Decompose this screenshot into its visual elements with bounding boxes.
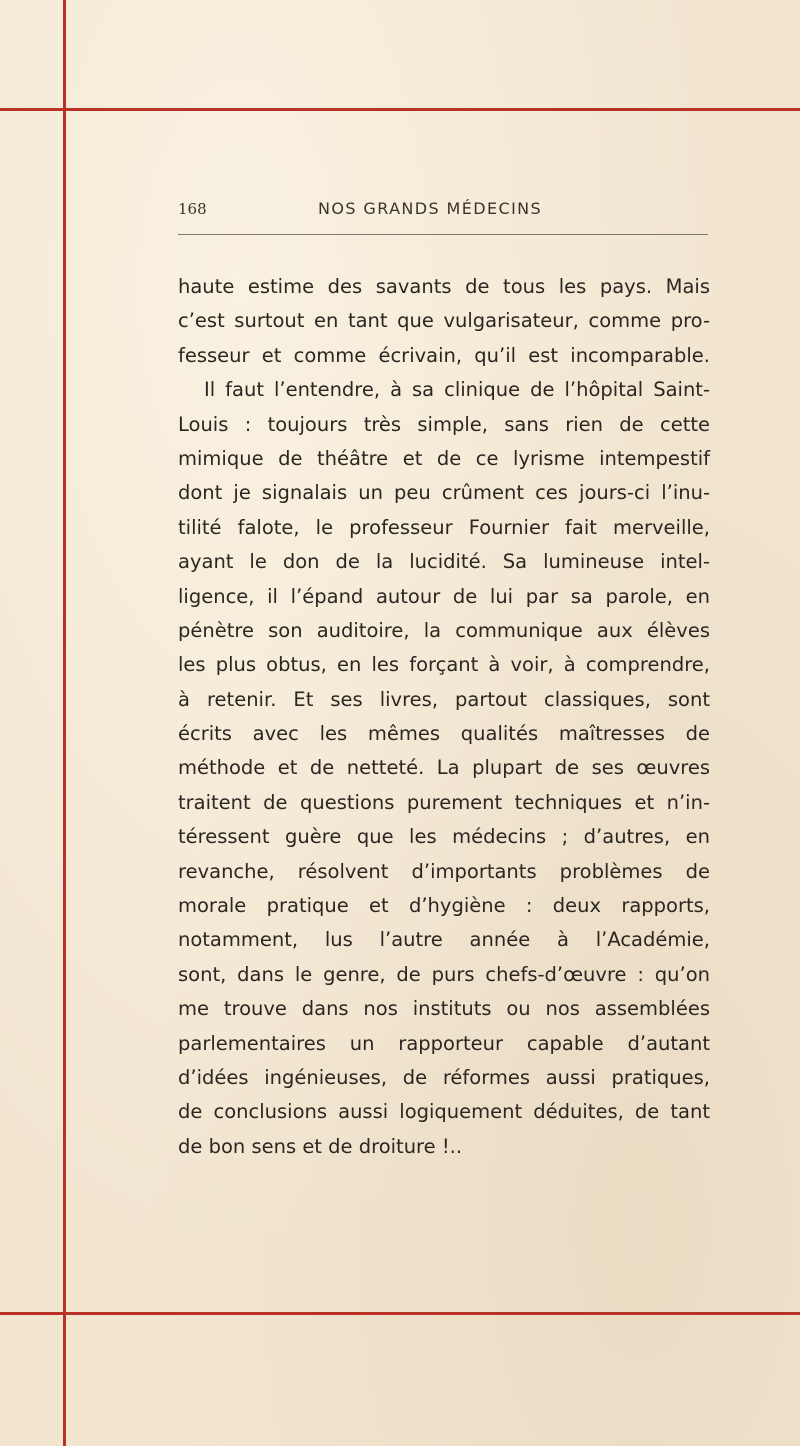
text-line: mimique de théâtre et de ce lyrisme intempestif [178,446,710,470]
page-header [178,196,708,226]
text-line: d’idées ingénieuses, de réformes aussi pratiques, [178,1065,710,1089]
text-line: à retenir. Et ses livres, partout classiques, sont [178,687,710,711]
text-line: Il faut l’entendre, à sa clinique de l’hôpital Saint- [204,378,710,402]
text-line: haute estime des savants de tous les pays. Mais [178,275,710,298]
text-line: morale pratique et d’hygiène : deux rapports, [178,894,710,918]
text-line: parlementaires un rapporteur capable d’autant [178,1031,710,1055]
top-margin-rule [0,108,800,111]
text-line: notamment, lus l’autre année à l’Académie, [178,928,710,952]
text-line: ayant le don de la lucidité. Sa lumineuse intel- [178,550,710,574]
page-number: 168 [178,200,207,218]
text-line: traitent de questions purement techniques et n’in- [178,790,710,814]
text-line: méthode et de netteté. La plupart de ses œuvres [178,756,710,780]
text-line: ligence, il l’épand autour de lui par sa parole, en [178,584,710,608]
text-line: Louis : toujours très simple, sans rien de cette [178,412,710,436]
left-margin-rule [63,0,66,1446]
text-line: écrits avec les mêmes qualités maîtresses de [178,722,710,746]
text-line: pénètre son auditoire, la communique aux élèves [178,618,710,642]
running-head: NOS GRANDS MÉDECINS [318,199,543,218]
text-line: fesseur et comme écrivain, qu’il est incomparable. [178,343,710,367]
text-line: les plus obtus, en les forçant à voir, à comprendre, [178,653,710,677]
text-line: tilité falote, le professeur Fournier fait merveille, [178,515,710,539]
bottom-margin-rule [0,1312,800,1315]
text-line: téressent guère que les médecins ; d’autres, en [178,825,710,849]
text-line: de conclusions aussi logiquement déduites, de tant [178,1100,710,1124]
paragraph-1 [178,270,710,373]
text-line: revanche, résolvent d’importants problèmes de [178,859,710,883]
text-line: de bon sens et de droiture !.. [178,1134,463,1158]
text-line: c’est surtout en tant que vulgarisateur, comme pro- [178,309,710,333]
text-line: me trouve dans nos instituts ou nos assemblées [178,997,710,1021]
paragraph-2 [178,373,710,1164]
text-line: dont je signalais un peu crûment ces jours-ci l’inu- [178,481,710,505]
header-rule [178,234,708,235]
body-text [178,270,710,1164]
text-line: sont, dans le genre, de purs chefs-d’œuvre : qu’on [178,962,710,986]
